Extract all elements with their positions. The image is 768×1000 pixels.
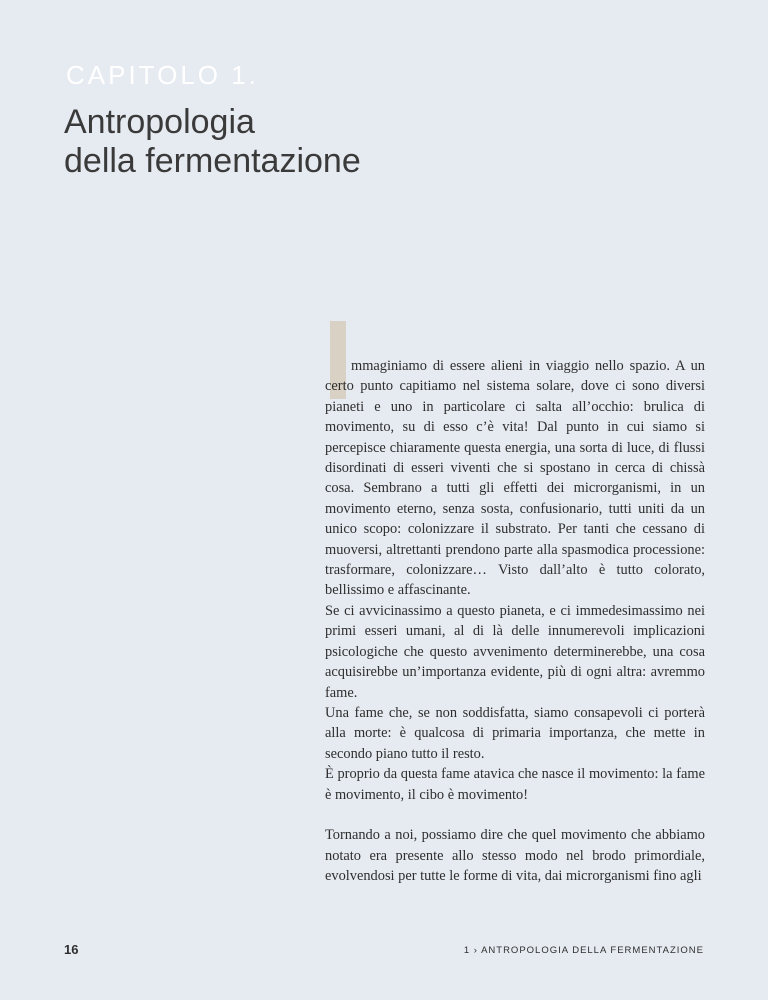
chapter-title xyxy=(64,103,361,181)
paragraph: mmaginiamo di essere alieni in viaggio nello spazio. A un certo punto capitiamo nel sistema solare, dove ci sono diversi pianeti e uno in particolare ci salta all’occhio: brulica di movimento, su di esso c’è vita! Dal punto in cui siamo si percepisce chiaramente questa energia, una sorta di luce, di flussi disordinati di esseri viventi che si spostano in cerca di chissà cosa. Sembrano a tutti gli effetti dei microrganismi, in un movimento eterno, senza sosta, confusionario, tutti uniti da un unico scopo: colonizzare il substrato. Per tanti che cessano di muoversi, altrettanti prendono parte alla spasmodica processione: trasformare, colonizzare… Visto dall’alto è tutto colorato, bellissimo e affascinante. xyxy=(325,358,705,599)
paragraph: Se ci avvicinassimo a questo pianeta, e ci immedesimassimo nei primi esseri umani, al di là delle innumerevoli implicazioni psicologiche che questo avvenimento determinerebbe, una cosa acquisirebbe un’importanza evidente, più di ogni altra: avremmo fame. xyxy=(325,602,705,701)
chapter-label: CAPITOLO 1. xyxy=(66,60,259,90)
body-text xyxy=(325,356,705,887)
page-number: 16 xyxy=(64,942,79,957)
paragraph: Tornando a noi, possiamo dire che quel movimento che abbiamo notato era presente allo stesso modo nel brodo primordiale, evolvendosi per tutte le forme di vita, dai microrganismi fino agli xyxy=(325,827,705,885)
running-head: 1 › ANTROPOLOGIA DELLA FERMENTAZIONE xyxy=(463,945,704,956)
paragraph: È proprio da questa fame atavica che nasce il movimento: la fame è movimento, il cibo è movimento! xyxy=(325,766,705,803)
paragraph: Una fame che, se non soddisfatta, siamo consapevoli ci porterà alla morte: è qualcosa di primaria importanza, che mette in secondo piano tutto il resto. xyxy=(325,704,705,762)
chapter-title-line-1: Antropologia xyxy=(64,103,255,141)
chapter-title-line-2: della fermentazione xyxy=(64,142,361,180)
